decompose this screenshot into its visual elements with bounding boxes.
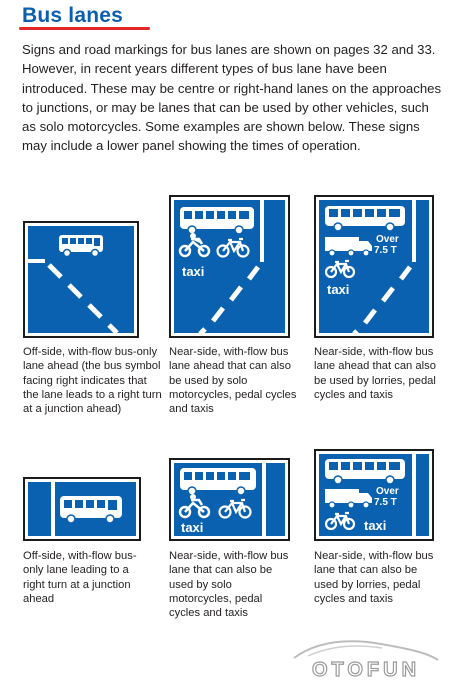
- caption-sign-2: Near-side, with-flow bus lane ahead that can also be used by solo motorcycles, pedal cycles and taxis: [169, 346, 297, 416]
- sign-nearside-bus-lane-ahead-lorries-graphic: [316, 197, 432, 336]
- sign-offside-bus-lane-ahead-graphic: [25, 223, 137, 336]
- weight-over-label: Over: [376, 234, 399, 245]
- sign-nearside-bus-lane-ahead-lorries: [314, 195, 434, 338]
- intro-paragraph: Signs and road markings for bus lanes are shown on pages 32 and 33. However, in recent years different types of bus lane have been introduced. These may be centre or right-hand lanes on the approaches to junctions, or may be lanes that can be used by other vehicles, such as solo motorcycles. Some examples are shown below. These signs may include a lower panel showing the times of operation.: [22, 42, 442, 154]
- otofun-watermark: [286, 636, 446, 680]
- taxi-label: taxi: [327, 282, 350, 297]
- sign-offside-bus-lane-ahead: [23, 221, 139, 338]
- page-title: Bus lanes: [22, 4, 124, 27]
- sign-nearside-bus-lane-ahead-motorcycles-graphic: [171, 197, 288, 336]
- sign-nearside-bus-lane-motorcycles-graphic: [171, 460, 288, 539]
- sign-nearside-bus-lane-lorries-graphic: [316, 451, 432, 539]
- caption-sign-3: Near-side, with-flow bus lane ahead that can also be used by lorries, pedal cycles and taxis: [314, 346, 436, 401]
- caption-sign-5: Near-side, with-flow bus lane that can also be used by solo motorcycles, pedal cycles and taxis: [169, 550, 289, 620]
- sign-nearside-bus-lane-motorcycles: [169, 458, 290, 541]
- sign-nearside-bus-lane-ahead-motorcycles: [169, 195, 290, 338]
- weight-value-label: 7.5 T: [374, 245, 397, 256]
- taxi-label: taxi: [182, 264, 205, 279]
- otofun-logo-icon: [286, 636, 446, 680]
- caption-sign-6: Near-side, with-flow bus lane that can also be used by lorries, pedal cycles and taxis: [314, 550, 434, 605]
- sign-nearside-bus-lane-lorries: [314, 449, 434, 541]
- weight-over-label: Over: [376, 486, 399, 497]
- weight-value-label: 7.5 T: [374, 497, 397, 508]
- caption-sign-1: Off-side, with-flow bus-only lane ahead (the bus symbol facing right indicates that the lane leads to a right turn at a junction ahead): [23, 346, 162, 416]
- watermark-text: OTOFUN: [311, 659, 421, 680]
- sign-offside-bus-lane-right-turn: [23, 477, 141, 541]
- taxi-label: taxi: [364, 518, 387, 533]
- caption-sign-4: Off-side, with-flow bus-only lane leading to a right turn at a junction ahead: [23, 550, 137, 605]
- taxi-label: taxi: [181, 520, 204, 535]
- sign-offside-bus-lane-right-turn-graphic: [25, 479, 139, 539]
- title-underline: [19, 27, 150, 30]
